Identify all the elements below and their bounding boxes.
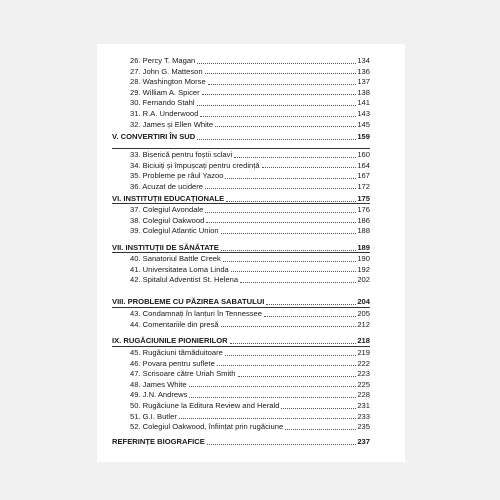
toc-entry-page-number: 176 [357,205,370,214]
toc-entry-page-number: 205 [357,309,370,318]
dot-leader [221,250,356,251]
toc-entry-page-number: 228 [357,390,370,400]
toc-entry [130,368,370,379]
dot-leader [189,397,356,398]
toc-entry [130,215,370,226]
toc-entry-label: 26. Percy T. Magan [130,56,196,65]
toc-entry-label: 36. Acuzat de ucidere [130,181,204,191]
dot-leader [231,271,357,272]
dot-leader [238,376,357,377]
toc-entry-page-number: 188 [357,226,370,236]
toc-entry-label: 42. Spitalul Adventist St. Helena [130,275,239,285]
dot-leader [207,444,357,445]
dot-leader [189,386,357,387]
toc-entry [130,55,370,66]
toc-entry-label: 46. Povara pentru suflete [130,358,215,368]
toc-entry [130,225,370,236]
toc-entry [130,379,370,390]
toc-entry [130,253,370,264]
dot-leader [266,304,356,305]
toc-entry-page-number: 222 [357,358,370,368]
toc-entry-page-number: 186 [357,215,370,225]
toc-entry [130,400,370,411]
toc-entry-page-number: 219 [357,348,370,357]
dot-leader [205,73,357,74]
dot-leader [197,105,357,106]
book-page [97,44,405,462]
toc-entry-page-number: 223 [357,369,370,379]
section-heading-page-number: 204 [357,297,370,306]
toc-entry-label: 39. Colegiul Atlantic Union [130,226,219,236]
toc-entry [130,160,370,171]
toc-entry-page-number: 160 [357,150,370,159]
section-heading [112,296,370,307]
toc-entry [130,76,370,87]
toc-entry [130,108,370,119]
toc-entry-label: 51. G.I. Butler [130,411,177,421]
toc-entry-page-number: 235 [357,422,370,432]
toc-entry [130,87,370,98]
dot-leader [281,408,356,409]
toc-entry-label: 47. Scrisoare către Uriah Smith [130,369,236,379]
toc-entry-page-number: 141 [357,98,370,108]
toc-entry-page-number: 190 [357,254,370,263]
dot-leader [262,167,357,168]
toc-entry-label: 45. Rugăciuni tămăduitoare [130,348,223,357]
toc-entry-label: 44. Comentariile din presă [130,319,219,329]
toc-entry [130,264,370,275]
toc-entry-page-number: 233 [357,411,370,421]
dot-leader [205,188,356,189]
toc-entry-label: 32. James și Ellen White [130,119,214,129]
toc-entry [130,358,370,369]
dot-leader [221,326,357,327]
toc-entry [130,421,370,432]
dot-leader [179,418,356,419]
section-heading [112,131,370,142]
toc-entry-label: 28. Washington Morse [130,77,206,87]
toc-entry-label: 37. Colegiul Avondale [130,205,204,214]
section-heading-page-number: 218 [357,336,370,345]
section-heading-label: V. CONVERTIRI ÎN SUD [112,132,196,141]
section-heading-page-number: 159 [357,132,370,141]
toc-entry [130,204,370,215]
toc-entry-label: 34. Biciuiți și împușcați pentru credință [130,160,260,170]
section-heading-label: IX. RUGĂCIUNILE PIONIERILOR [112,336,228,345]
toc-entry-page-number: 137 [357,77,370,87]
dot-leader [221,233,357,234]
toc-entry-label: 30. Fernando Stahl [130,98,195,108]
toc-entry-label: 43. Condamnați în lanțuri în Tennessee [130,309,262,318]
toc-entry [130,97,370,108]
dot-leader [226,201,356,202]
toc-entry [130,347,370,358]
dot-leader [230,343,357,344]
toc-entry-page-number: 202 [357,275,370,285]
section-heading [112,335,370,346]
toc-entry-page-number: 231 [357,401,370,410]
section-heading [112,436,370,447]
dot-leader [223,261,357,262]
toc-entry [130,319,370,330]
dot-leader [225,178,356,179]
toc-entry-label: 40. Sanatoriul Battle Creek [130,254,221,263]
toc-entry [130,389,370,400]
toc-entry [130,181,370,192]
section-heading-page-number: 237 [357,437,370,446]
toc-entry [130,119,370,130]
dot-leader [200,116,356,117]
dot-leader [264,316,356,317]
toc-entry-label: 48. James White [130,379,187,389]
toc-entry-label: 31. R.A. Underwood [130,109,199,118]
dot-leader [225,355,356,356]
dot-leader [240,282,356,283]
dot-leader [205,212,356,213]
section-heading-label: VIII. PROBLEME CU PĂZIREA SABATULUI [112,297,265,306]
toc-entry-label: 27. John G. Matteson [130,66,203,76]
toc-entry-page-number: 134 [357,56,370,65]
dot-leader [215,126,356,127]
toc-entry-page-number: 164 [357,160,370,170]
toc-entry-label: 33. Biserică pentru foștii sclavi [130,150,233,159]
toc-entry-page-number: 143 [357,109,370,118]
toc-entry-page-number: 136 [357,66,370,76]
toc-entry-page-number: 167 [357,171,370,181]
dot-leader [202,94,357,95]
toc-entry-page-number: 192 [357,264,370,274]
toc-entry-page-number: 225 [357,379,370,389]
toc-entry [130,308,370,319]
toc-entry-page-number: 172 [357,181,370,191]
toc-entry-page-number: 212 [357,319,370,329]
toc-entry-label: 35. Probleme pe râul Yazoo [130,171,224,181]
toc-entry [130,274,370,285]
dot-leader [197,63,356,64]
toc-entry-label: 49. J.N. Andrews [130,390,188,400]
section-heading-label: VI. INSTITUȚII EDUCAȚIONALE [112,194,225,203]
section-heading-label: VII. INSTITUȚII DE SĂNĂTATE [112,243,219,252]
section-heading-label: REFERINȚE BIOGRAFICE [112,437,205,446]
toc-entry [130,149,370,160]
toc-entry-label: 50. Rugăciune la Editura Review and Herald [130,401,280,410]
toc-entry-label: 41. Universitatea Loma Linda [130,264,229,274]
toc-entry-label: 29. William A. Spicer [130,87,200,97]
toc-entry-page-number: 138 [357,87,370,97]
toc-entry-label: 38. Colegiul Oakwood [130,215,205,225]
toc-entry-label: 52. Colegiul Oakwood, înființat prin rugăciune [130,422,284,432]
dot-leader [217,365,356,366]
toc-entry [130,170,370,181]
section-heading-page-number: 189 [357,243,370,252]
dot-leader [206,222,356,223]
dot-leader [208,84,357,85]
dot-leader [234,157,356,158]
dot-leader [197,139,356,140]
toc-entry-page-number: 145 [357,119,370,129]
toc-entry [130,66,370,77]
section-heading-page-number: 175 [357,194,370,203]
toc-entry [130,411,370,422]
dot-leader [285,429,356,430]
